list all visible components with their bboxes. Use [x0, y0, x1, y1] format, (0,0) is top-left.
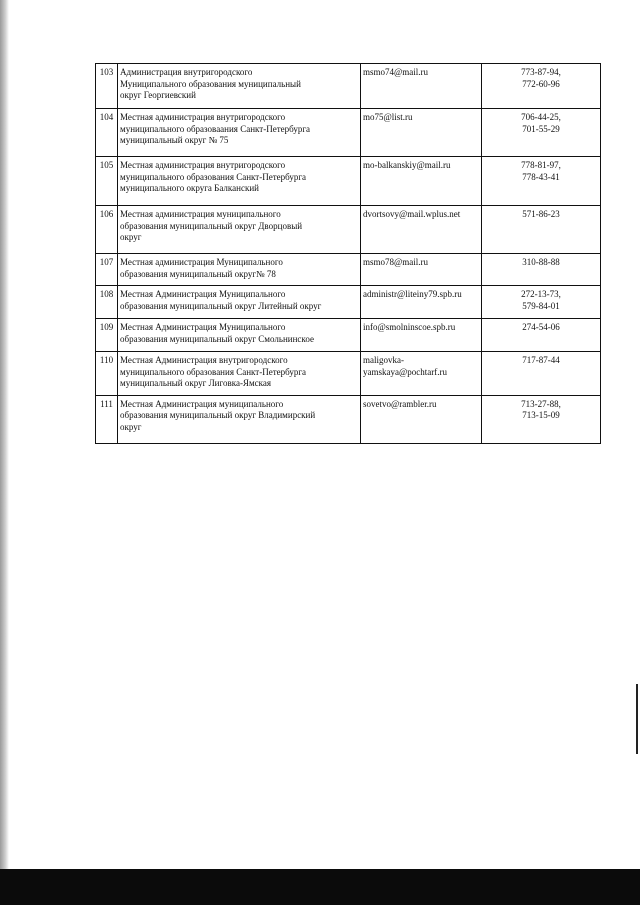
- table-row: [96, 395, 601, 443]
- row-number: 105: [96, 157, 118, 206]
- phone-cell: [482, 109, 601, 157]
- phone-number: 778-43-41: [522, 171, 560, 182]
- phone-number: 701-55-29: [522, 123, 560, 134]
- organization-name-line: округ Георгиевский: [120, 90, 196, 100]
- row-number: 107: [96, 254, 118, 286]
- table-row: [96, 319, 601, 352]
- organization-name-line: образования муниципальный округ№ 78: [120, 268, 276, 279]
- organization-name-cell: [118, 319, 361, 352]
- table-row: [96, 286, 601, 319]
- organization-name-line: Местная Администрация внутригородского: [120, 355, 288, 365]
- organization-name-line: Местная Администрация муниципального: [120, 398, 284, 409]
- email-address[interactable]: msmo78@mail.ru: [363, 257, 429, 267]
- email-address[interactable]: msmo74@mail.ru: [363, 67, 429, 77]
- row-number: 108: [96, 286, 118, 319]
- table-row: [96, 254, 601, 286]
- organization-name-line: округ: [120, 421, 142, 432]
- phone-number: 272-13-73,: [521, 289, 561, 299]
- organization-name-line: муниципального округа Балканский: [120, 183, 259, 193]
- row-number: 106: [96, 206, 118, 254]
- organization-name-cell: [118, 109, 361, 157]
- email-address[interactable]: administr@liteiny79.spb.ru: [363, 289, 462, 299]
- phone-cell: [482, 64, 601, 109]
- organization-name-line: образования муниципальный округ Владимирский: [120, 410, 316, 420]
- email-cell: [361, 206, 482, 254]
- phone-number: 706-44-25,: [521, 112, 561, 122]
- email-cell: [361, 64, 482, 109]
- table-row: [96, 64, 601, 109]
- email-cell: [361, 254, 482, 286]
- phone-number: 717-87-44: [522, 355, 560, 365]
- organization-name-line: Администрация внутригородского: [120, 67, 253, 77]
- organization-name-line: Местная администрация муниципального: [120, 209, 281, 219]
- phone-cell: [482, 206, 601, 254]
- phone-number: 713-15-09: [522, 410, 560, 420]
- organization-name-line: Муниципального образования муниципальный: [120, 78, 301, 89]
- phone-number: 773-87-94,: [521, 67, 561, 77]
- table-row: [96, 206, 601, 254]
- table-row: [96, 157, 601, 206]
- phone-number: 274-54-06: [522, 322, 560, 332]
- organization-name-line: Местная Администрация Муниципального: [120, 289, 286, 299]
- table-body: [96, 64, 601, 444]
- phone-number: 778-81-97,: [521, 160, 561, 170]
- organization-name-cell: [118, 157, 361, 206]
- email-address[interactable]: mo75@list.ru: [363, 112, 413, 122]
- email-cell: [361, 109, 482, 157]
- organization-name-line: муниципальный округ Лиговка-Ямская: [120, 378, 272, 388]
- phone-cell: [482, 395, 601, 443]
- email-cell: [361, 395, 482, 443]
- organization-name-line: муниципального образования Санкт-Петербурга: [120, 366, 307, 377]
- phone-number: 772-60-96: [522, 78, 560, 89]
- organization-name-cell: [118, 395, 361, 443]
- organization-name-line: Местная администрация Муниципального: [120, 257, 283, 267]
- organization-name-line: образования муниципальный округ Литейный округ: [120, 300, 322, 311]
- scan-right-mark: [636, 684, 638, 754]
- organization-name-line: Местная администрация внутригородского: [120, 112, 286, 122]
- organization-name-cell: [118, 254, 361, 286]
- organization-name-line: Местная администрация внутригородского: [120, 160, 286, 170]
- table-row: [96, 109, 601, 157]
- organization-name-line: образования муниципальный округ Смольнинское: [120, 333, 314, 344]
- email-address[interactable]: dvortsovy@mail.wplus.net: [363, 209, 461, 219]
- email-address[interactable]: info@smolninscoe.spb.ru: [363, 322, 456, 332]
- email-cell: [361, 286, 482, 319]
- row-number: 104: [96, 109, 118, 157]
- phone-number: 579-84-01: [522, 300, 560, 311]
- organization-name-cell: [118, 206, 361, 254]
- phone-number: 571-86-23: [522, 209, 560, 219]
- row-number: 103: [96, 64, 118, 109]
- organization-name-cell: [118, 352, 361, 396]
- scan-left-edge: [0, 0, 9, 905]
- organization-name-line: муниципального образоваания Санкт-Петербурга: [120, 123, 311, 134]
- email-address[interactable]: sovetvo@rambler.ru: [363, 398, 437, 409]
- phone-cell: [482, 352, 601, 396]
- email-address[interactable]: mo-balkanskiy@mail.ru: [363, 160, 451, 170]
- phone-number: 713-27-88,: [521, 398, 561, 409]
- row-number: 110: [96, 352, 118, 396]
- table-row: [96, 352, 601, 396]
- organization-name-line: Местная Администрация Муниципального: [120, 322, 286, 332]
- phone-cell: [482, 254, 601, 286]
- email-cell: [361, 352, 482, 396]
- email-address[interactable]: yamskaya@pochtarf.ru: [363, 366, 448, 377]
- scan-bottom-bar: [0, 869, 640, 905]
- email-cell: [361, 319, 482, 352]
- contacts-table: [95, 63, 601, 444]
- organization-name-cell: [118, 286, 361, 319]
- organization-name-line: муниципальный округ № 75: [120, 135, 229, 145]
- email-cell: [361, 157, 482, 206]
- organization-name-cell: [118, 64, 361, 109]
- phone-cell: [482, 319, 601, 352]
- organization-name-line: округ: [120, 232, 142, 242]
- phone-number: 310-88-88: [522, 257, 560, 267]
- email-address[interactable]: maligovka-: [363, 355, 404, 365]
- phone-cell: [482, 286, 601, 319]
- row-number: 109: [96, 319, 118, 352]
- organization-name-line: образования муниципальный округ Дворцовый: [120, 220, 303, 231]
- organization-name-line: муниципального образования Санкт-Петербурга: [120, 171, 307, 182]
- phone-cell: [482, 157, 601, 206]
- row-number: 111: [96, 395, 118, 443]
